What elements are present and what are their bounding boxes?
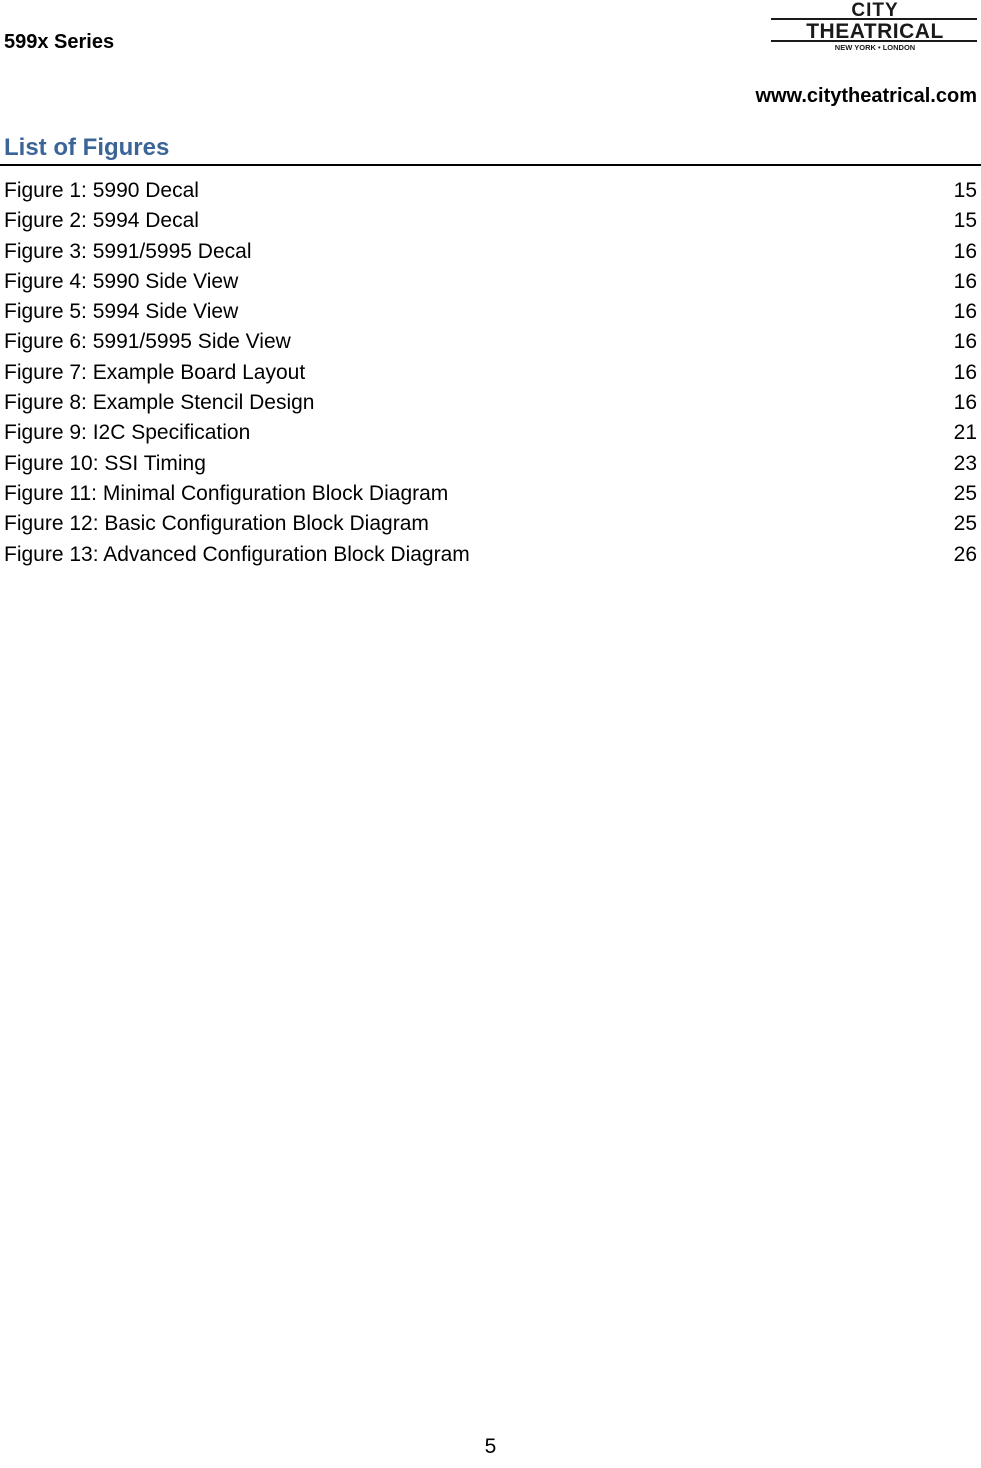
figure-page-number: 16 [953,269,977,293]
figure-label: Figure 4: 5990 Side View [4,269,239,293]
figure-entry[interactable] [4,206,977,236]
figure-entry[interactable] [4,176,977,206]
figure-page-number: 23 [953,451,977,475]
figure-label: Figure 1: 5990 Decal [4,179,199,202]
figure-entry[interactable] [4,267,977,297]
figure-label: Figure 2: 5994 Decal [4,209,199,233]
figure-page-number: 16 [953,300,977,324]
figure-label: Figure 8: Example Stencil Design [4,391,315,415]
logo-line-city: CITY [851,0,899,21]
figure-label: Figure 12: Basic Configuration Block Diagram [4,512,429,536]
figure-label: Figure 5: 5994 Side View [4,300,239,324]
series-title: 599x Series [4,31,115,53]
figure-page-number: 16 [953,330,977,354]
logo-line-location: NEW YORK • LONDON [834,43,916,52]
figure-label: Figure 10: SSI Timing [4,451,206,475]
city-theatrical-logo [767,0,979,52]
figure-entry[interactable] [4,297,977,327]
website-url: www.citytheatrical.com [755,85,977,107]
heading-divider [0,164,981,166]
figure-page-number: 21 [953,421,977,445]
page-number: 5 [484,1435,497,1458]
figure-entry[interactable] [4,237,977,267]
figure-page-number: 26 [953,542,977,566]
figure-page-number: 16 [953,391,977,415]
figure-page-number: 25 [953,512,977,536]
figure-label: Figure 7: Example Board Layout [4,360,306,384]
figure-page-number: 15 [953,209,977,233]
figure-label: Figure 11: Minimal Configuration Block Diagram [4,481,449,505]
figure-page-number: 16 [953,360,977,384]
figure-page-number: 16 [953,239,977,263]
figure-entry[interactable] [4,540,977,570]
figure-label: Figure 13: Advanced Configuration Block Diagram [4,542,470,566]
list-of-figures-heading: List of Figures [4,134,170,161]
figure-entry[interactable] [4,449,977,479]
figure-label: Figure 6: 5991/5995 Side View [4,330,291,354]
figure-list [4,176,977,570]
figure-entry[interactable] [4,479,977,509]
figure-entry[interactable] [4,327,977,357]
logo-line-theatrical: THEATRICAL [806,20,944,43]
figure-page-number: 25 [953,481,977,505]
figure-entry[interactable] [4,418,977,448]
figure-page-number: 15 [953,179,977,202]
figure-entry[interactable] [4,509,977,539]
figure-label: Figure 3: 5991/5995 Decal [4,239,252,263]
figure-label: Figure 9: I2C Specification [4,421,251,445]
figure-entry[interactable] [4,358,977,388]
figure-entry[interactable] [4,388,977,418]
